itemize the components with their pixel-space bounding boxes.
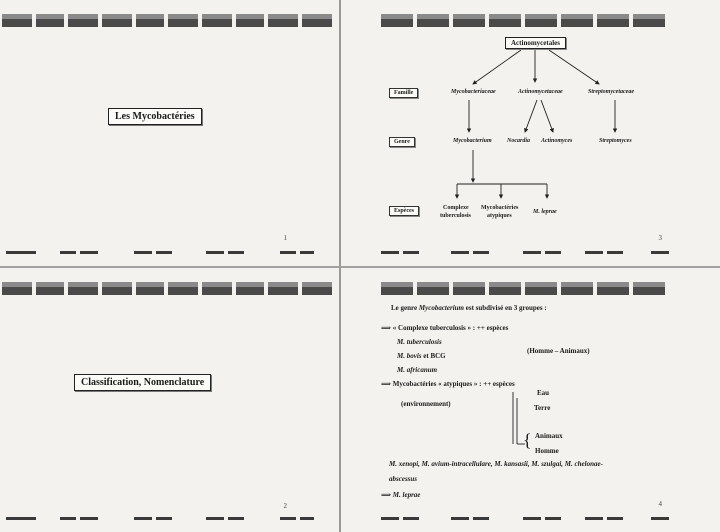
- intro-line: Le genre Mycobacterium est subdivisé en 3 groupes :: [391, 304, 547, 312]
- species-item: M. tuberculosis: [397, 338, 442, 346]
- species-node-leprae: M. leprae: [533, 209, 557, 215]
- species-item: M. bovis et BCG: [397, 352, 446, 360]
- slide-3: [0, 268, 339, 532]
- host-human: Homme: [535, 447, 559, 455]
- habitat-water: Eau: [537, 389, 550, 397]
- rank-label-family: Famille: [389, 88, 418, 98]
- page-number: 3: [658, 234, 662, 242]
- slide-header-band: [0, 282, 339, 300]
- rank-label-species: Espèces: [389, 206, 419, 216]
- family-node: Streptomycetaceae: [588, 89, 634, 95]
- host-animals: Animaux: [535, 432, 563, 440]
- slide-header-band: [0, 14, 339, 32]
- slide-footer-band: [0, 516, 339, 522]
- slide-title: Les Mycobactéries: [108, 108, 202, 125]
- genus-node: Mycobacterium: [453, 138, 492, 144]
- species-node-complex: Complexe: [443, 205, 469, 211]
- group-3-line: ⟹ M. leprae: [381, 491, 421, 499]
- slide-title: Classification, Nomenclature: [74, 374, 211, 391]
- group-2-line: ⟹ Mycobactéries « atypiques » : ++ espèces: [381, 380, 515, 388]
- page-number: 2: [283, 502, 287, 510]
- tree-root-order: Actinomycetales: [505, 37, 566, 49]
- genus-node: Nocardia: [507, 138, 530, 144]
- group-1-line: ⟹ « Complexe tuberculosis » : ++ espèces: [381, 324, 509, 332]
- brace-symbol: {: [523, 430, 532, 450]
- slide-2-classification-tree: [341, 0, 720, 266]
- host-note: (Homme – Animaux): [527, 347, 590, 355]
- species-node-atypical: Mycobactéries: [481, 205, 519, 211]
- slide-1: [0, 0, 339, 266]
- page-number: 4: [658, 500, 662, 508]
- page-number: 1: [283, 234, 287, 242]
- rank-label-genus: Genre: [389, 137, 415, 147]
- family-node: Mycobacteriaceae: [451, 89, 496, 95]
- species-node-atypical: atypiques: [487, 213, 512, 219]
- atypical-species-list-cont: abscessus: [389, 475, 418, 483]
- slide-footer-band: [341, 516, 720, 522]
- habitat-soil: Terre: [534, 404, 551, 412]
- species-node-complex: tuberculosis: [440, 213, 471, 219]
- species-item: M. africanum: [397, 366, 438, 374]
- slide-footer-band: [341, 250, 720, 256]
- slide-footer-band: [0, 250, 339, 256]
- slide-4-groups: [341, 268, 720, 532]
- family-node: Actinomycetaceae: [518, 89, 563, 95]
- horizontal-fold-line: [0, 266, 720, 268]
- env-note: (environnement): [401, 400, 451, 408]
- genus-node: Actinomyces: [541, 138, 573, 144]
- genus-node: Streptomyces: [599, 138, 632, 144]
- atypical-species-list: M. xenopi, M. avium-intracellulare, M. kansasii, M. szulgai, M. chelonae-: [389, 460, 603, 468]
